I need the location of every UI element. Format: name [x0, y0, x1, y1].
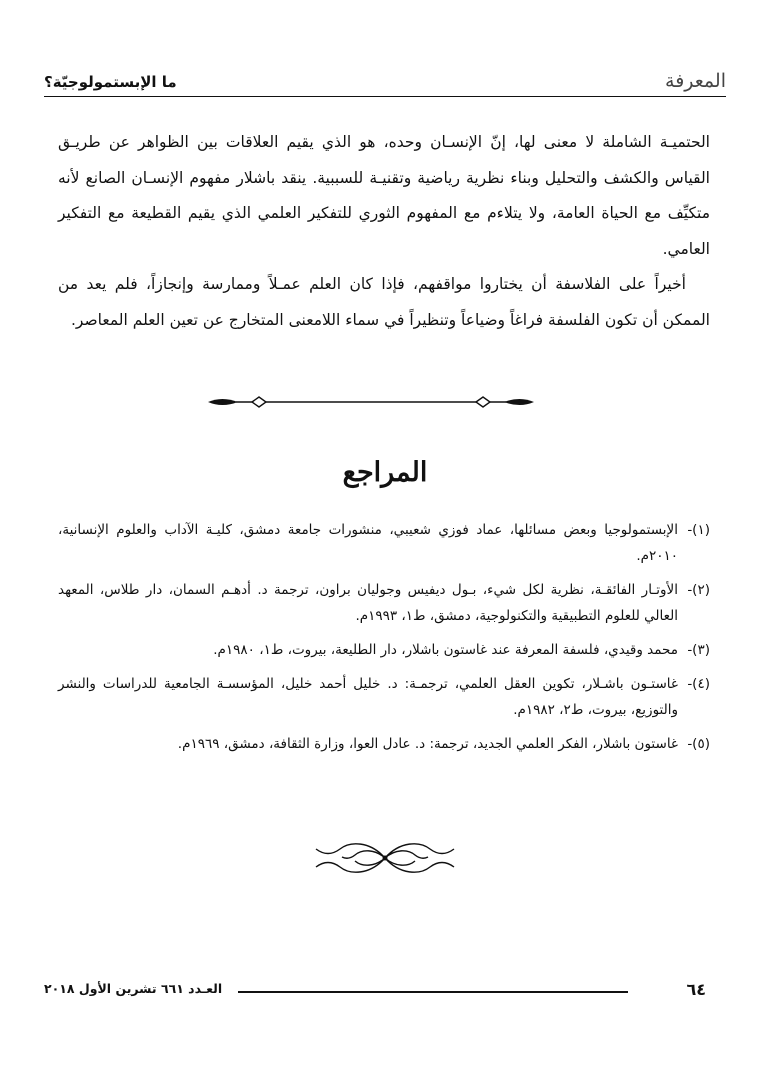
reference-item: [58, 517, 710, 569]
reference-number: (٥)-: [687, 736, 710, 752]
section-divider-ornament: [206, 393, 536, 411]
reference-number: (٤)-: [687, 676, 710, 692]
header-divider: [44, 96, 726, 97]
reference-number: (٣)-: [687, 642, 710, 658]
article-body: [58, 125, 710, 338]
reference-item: [58, 577, 710, 629]
reference-text: الأوتـار الفائقـة، نظرية لكل شيء، بـول ديفيس وجوليان براون، ترجمة د. أدهـم السمان، دار طلاس، المعهد العالي للعلوم التطبيقية والتكنولوجية، دمشق، ط١، ١٩٩٣م.: [58, 582, 678, 624]
end-flourish-ornament: [310, 835, 460, 881]
references-heading: المراجع: [342, 457, 428, 488]
reference-number: (٢)-: [687, 582, 710, 598]
reference-item: [58, 671, 710, 723]
running-title: ما الإبستمولوجيّة؟: [44, 73, 177, 91]
body-paragraph: أخيراً على الفلاسفة أن يختاروا مواقفهم، فإذا كان العلم عمـلاً وممارسة وإنجازاً، فلم يعد من الممكن أن تكون الفلسفة فراغاً وضياعاً وتنظيراً في سماء اللامعنى المتخارج عن تعين العلم المعاصر.: [58, 275, 710, 329]
reference-item: [58, 637, 710, 663]
page-header: [44, 70, 726, 96]
references-list: [58, 517, 710, 765]
reference-text: غاستون باشلار، الفكر العلمي الجديد، ترجمة: د. عادل العوا، وزارة الثقافة، دمشق، ١٩٦٩م.: [177, 736, 678, 752]
reference-text: محمد وقيدي، فلسفة المعرفة عند غاستون باشلار، دار الطليعة، بيروت، ط١، ١٩٨٠م.: [213, 642, 678, 658]
page-number: ٦٤: [686, 980, 706, 999]
body-paragraph: الحتميـة الشاملة لا معنى لها، إنّ الإنسـان وحده، هو الذي يقيم العلاقات بين الظواهر عن طريـق القياس والكشف والتحليل وبناء نظرية رياضية وتقنيـة للسببية. ينقد باشلار مفهوم الإنسـان الصانع لأنه متكيِّف مع الحياة العامة، ولا يتلاءم مع المفهوم الثوري للتفكير العلمي الذي يقيم القطيعة مع التفكير العامي.: [58, 133, 710, 258]
reference-text: الإبستمولوجيا وبعض مسائلها، عماد فوزي شعيبي، منشورات جامعة دمشق، كليـة الآداب والعلوم الإنسانية، ٢٠١٠م.: [58, 522, 678, 564]
reference-number: (١)-: [687, 522, 710, 538]
journal-logo: المعرفة: [665, 70, 726, 92]
reference-item: [58, 731, 710, 757]
footer-divider: [238, 991, 628, 993]
issue-info: العـدد ٦٦١ تشرين الأول ٢٠١٨: [44, 981, 223, 996]
reference-text: غاستـون باشـلار، تكوين العقل العلمي، ترجمـة: د. خليل أحمد خليل، المؤسسـة الجامعية للدراسات والنشر والتوزيع، بيروت، ط٢، ١٩٨٢م.: [58, 676, 678, 718]
